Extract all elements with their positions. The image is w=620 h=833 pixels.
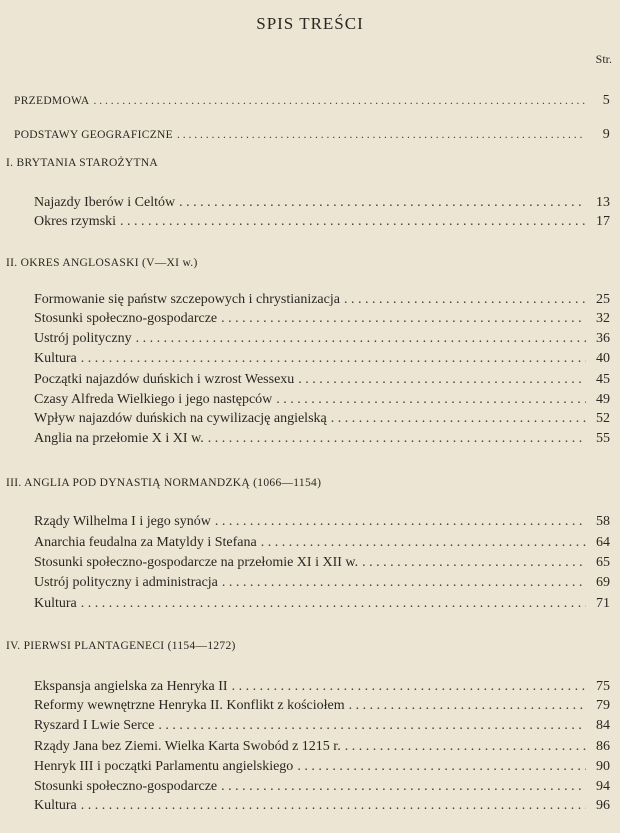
toc-entry[interactable] — [34, 310, 610, 328]
entry-label: Rządy Jana bez Ziemi. Wielka Karta Swobód z 1215 r. — [34, 739, 341, 754]
entry-label: Kultura — [34, 351, 77, 366]
leader-dots — [276, 391, 586, 409]
toc-entry[interactable] — [34, 371, 610, 389]
entry-page: 75 — [596, 679, 610, 694]
entry-label: Wpływ najazdów duńskich na cywilizację angielską — [34, 411, 327, 426]
toc-entry[interactable] — [34, 758, 610, 776]
entry-page: 40 — [596, 351, 610, 366]
entry-page: 25 — [596, 292, 610, 307]
entry-page: 45 — [596, 372, 610, 387]
toc-entry[interactable] — [34, 574, 610, 592]
entry-page: 55 — [596, 431, 610, 446]
entry-label: Stosunki społeczno-gospodarcze na przełomie XI i XII w. — [34, 555, 359, 570]
entry-label: Okres rzymski — [34, 214, 117, 229]
entry-page: 9 — [602, 127, 610, 142]
entry-label: Ekspansja angielska za Henryka II — [34, 679, 228, 694]
leader-dots — [232, 678, 586, 696]
entry-page: 84 — [596, 718, 610, 733]
entry-page: 86 — [596, 739, 610, 754]
toc-entry[interactable] — [34, 430, 610, 448]
leader-dots — [222, 574, 586, 592]
toc-entry[interactable] — [34, 595, 610, 613]
entry-label: Najazdy Iberów i Celtów — [34, 195, 176, 210]
leader-dots — [158, 717, 586, 735]
page-title: SPIS TREŚCI — [256, 14, 364, 33]
leader-dots — [179, 194, 586, 212]
entry-label: Ryszard I Lwie Serce — [34, 718, 155, 733]
page-column-label: Str. — [595, 52, 612, 66]
leader-dots — [298, 371, 586, 389]
toc-entry[interactable] — [34, 391, 610, 409]
entry-label: Henryk III i początki Parlamentu angielskiego — [34, 759, 294, 774]
leader-dots — [81, 595, 586, 613]
leader-dots — [177, 126, 586, 144]
entry-label: Formowanie się państw szczepowych i chrystianizacja — [34, 292, 340, 307]
entry-page: 52 — [596, 411, 610, 426]
toc-entry[interactable] — [34, 797, 610, 815]
entry-page: 13 — [596, 195, 610, 210]
leader-dots — [136, 330, 586, 348]
toc-entry[interactable] — [34, 678, 610, 696]
toc-entry[interactable] — [34, 350, 610, 368]
entry-page: 49 — [596, 392, 610, 407]
entry-label: Anarchia feudalna za Matyldy i Stefana — [34, 535, 257, 550]
entry-label: Ustrój polityczny — [34, 331, 132, 346]
entry-page: 90 — [596, 759, 610, 774]
leader-dots — [81, 797, 586, 815]
toc-entry[interactable] — [34, 738, 610, 756]
leader-dots — [297, 758, 586, 776]
entry-page: 69 — [596, 575, 610, 590]
entry-label: Stosunki społeczno-gospodarcze — [34, 779, 218, 794]
entry-page: 79 — [596, 698, 610, 713]
entry-label: Ustrój polityczny i administracja — [34, 575, 218, 590]
toc-entry[interactable] — [34, 213, 610, 231]
entry-page: 65 — [596, 555, 610, 570]
part-heading-1: I. BRYTANIA STAROŻYTNA — [6, 157, 159, 169]
toc-entry[interactable] — [34, 513, 610, 531]
entry-label: Początki najazdów duńskich i wzrost Wessexu — [34, 372, 295, 387]
entry-page: 36 — [596, 331, 610, 346]
toc-entry[interactable] — [34, 330, 610, 348]
leader-dots — [208, 430, 586, 448]
entry-page: 32 — [596, 311, 610, 326]
toc-entry-przedmowa[interactable] — [14, 92, 610, 110]
entry-label: Kultura — [34, 798, 77, 813]
entry-page: 96 — [596, 798, 610, 813]
toc-entry[interactable] — [34, 534, 610, 552]
leader-dots — [120, 213, 586, 231]
entry-label: Czasy Alfreda Wielkiego i jego następców — [34, 392, 273, 407]
toc-entry[interactable] — [34, 717, 610, 735]
toc-entry[interactable] — [34, 194, 610, 212]
part-heading-2: II. OKRES ANGLOSASKI (V—XI w.) — [6, 257, 198, 269]
entry-page: 94 — [596, 779, 610, 794]
entry-page: 71 — [596, 596, 610, 611]
leader-dots — [331, 410, 586, 428]
leader-dots — [344, 291, 586, 309]
entry-label: PRZEDMOWA — [14, 95, 90, 107]
entry-label: Anglia na przełomie X i XI w. — [34, 431, 204, 446]
leader-dots — [362, 554, 586, 572]
leader-dots — [349, 697, 586, 715]
leader-dots — [221, 778, 586, 796]
entry-page: 64 — [596, 535, 610, 550]
toc-entry[interactable] — [34, 291, 610, 309]
toc-entry[interactable] — [34, 697, 610, 715]
entry-page: 17 — [596, 214, 610, 229]
leader-dots — [215, 513, 586, 531]
entry-page: 5 — [602, 93, 610, 108]
leader-dots — [261, 534, 586, 552]
entry-label: PODSTAWY GEOGRAFICZNE — [14, 129, 173, 141]
leader-dots — [81, 350, 586, 368]
leader-dots — [345, 738, 586, 756]
part-heading-4: IV. PIERWSI PLANTAGENECI (1154—1272) — [6, 640, 236, 652]
entry-label: Kultura — [34, 596, 77, 611]
leader-dots — [94, 92, 586, 110]
leader-dots — [221, 310, 586, 328]
entry-page: 58 — [596, 514, 610, 529]
toc-entry[interactable] — [34, 410, 610, 428]
entry-label: Rządy Wilhelma I i jego synów — [34, 514, 211, 529]
part-heading-3: III. ANGLIA POD DYNASTIĄ NORMANDZKĄ (1066—1154) — [6, 477, 322, 489]
toc-entry-podstawy[interactable] — [14, 126, 610, 144]
toc-entry[interactable] — [34, 554, 610, 572]
entry-label: Reformy wewnętrzne Henryka II. Konflikt z kościołem — [34, 698, 345, 713]
entry-label: Stosunki społeczno-gospodarcze — [34, 311, 218, 326]
toc-entry[interactable] — [34, 778, 610, 796]
